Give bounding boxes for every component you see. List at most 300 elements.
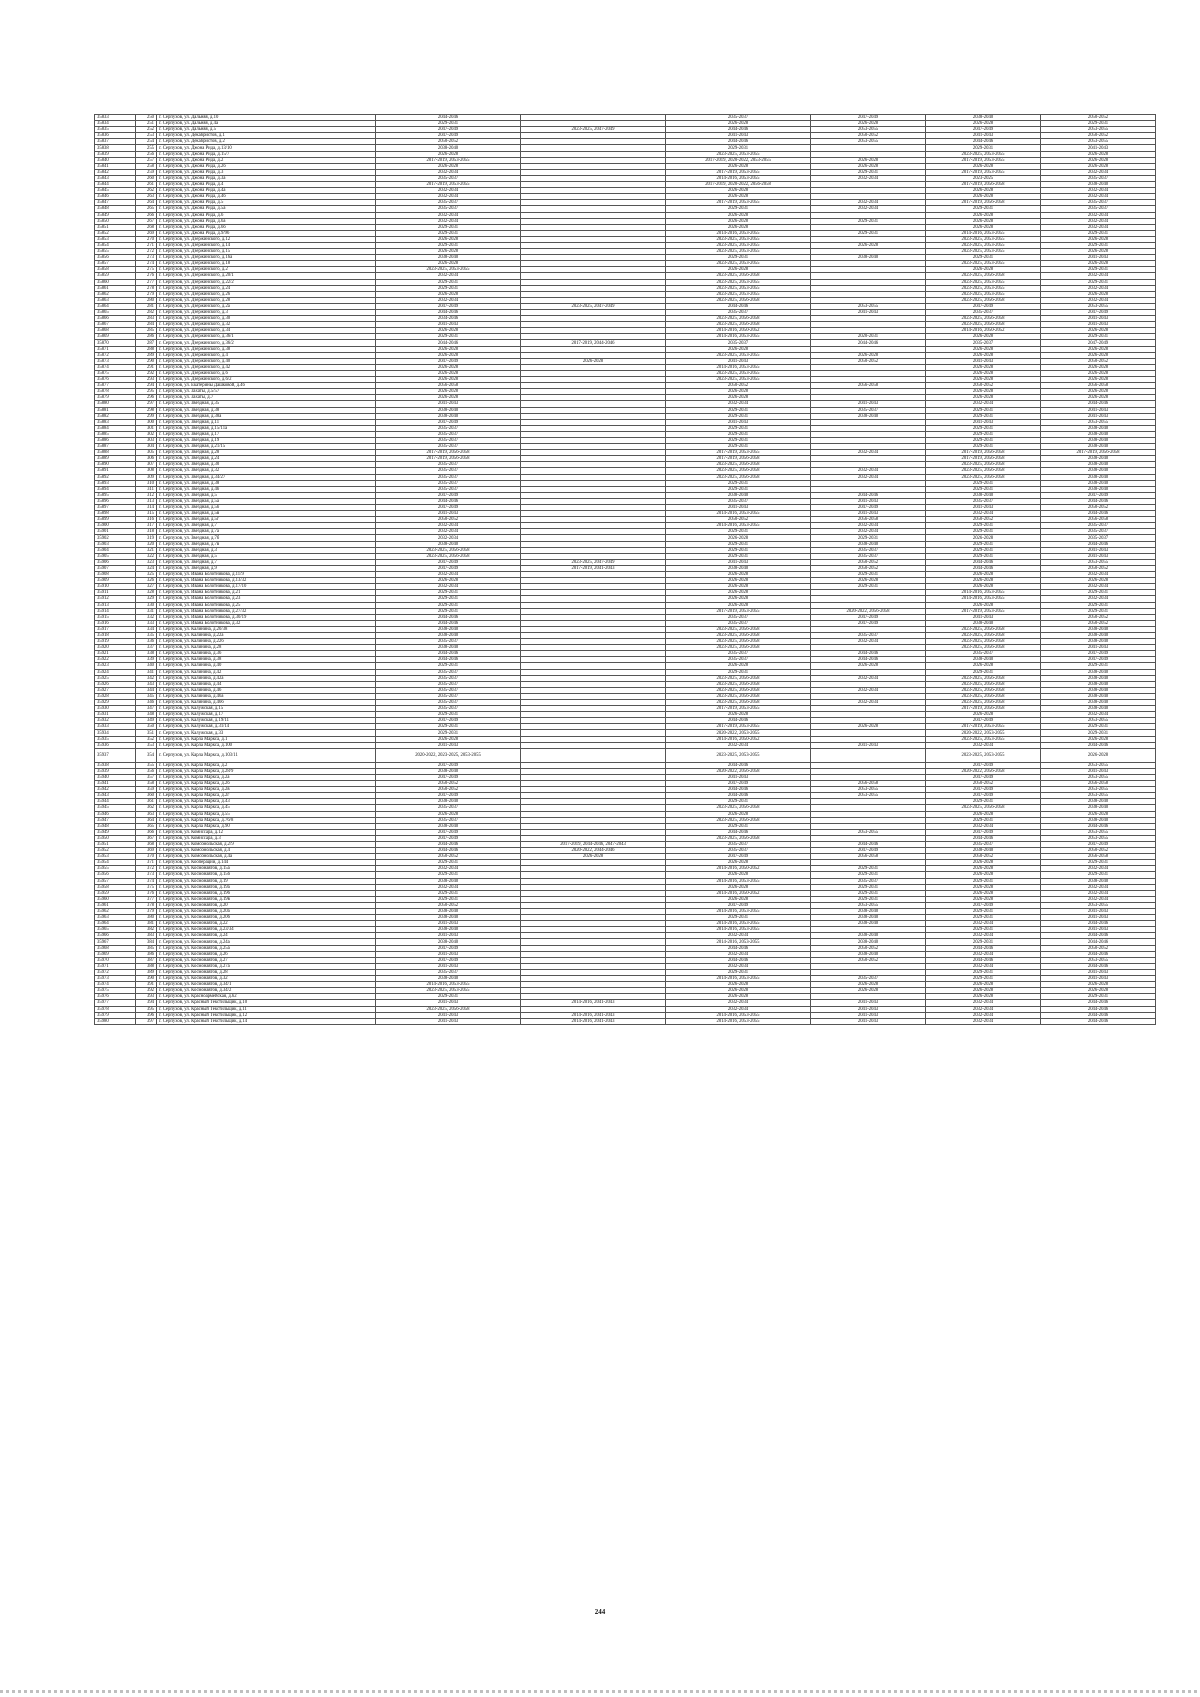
table-cell: 313 [136,498,157,504]
table-cell: 2026-2028 [666,988,811,994]
table-cell: г. Серпухов, ул. Космонавтов, д.27 [157,957,376,963]
table-cell: 2029-2031 [666,529,811,535]
table-cell: 2026-2028 [926,535,1041,541]
table-cell: 2035-2037 [811,547,926,553]
table-cell: г. Серпухов, ул. Калинина, д.42а [157,675,376,681]
table-cell: 35866 [95,316,136,322]
table-cell: 251 [136,121,157,127]
table-cell: 387 [136,957,157,963]
table-cell: 2020-2022, 2053-2055 [926,730,1041,736]
table-cell: 2023-2025, 2056-2058 [666,316,811,322]
table-cell: 2032-2034 [1041,712,1156,718]
table-cell: г. Серпухов, ул. Звездная, д.28 [157,450,376,456]
table-cell: 2014-2016, 2053-2055 [666,976,811,982]
table-cell: 287 [136,340,157,346]
table-cell: 344 [136,687,157,693]
table-cell: 2038-2040 [926,115,1041,121]
table-cell: 35953 [95,854,136,860]
table-cell: г. Серпухов, ул. Дзержинского, д.12 [157,236,376,242]
table-cell: 35867 [95,322,136,328]
table-cell: 2026-2028 [811,352,926,358]
table-cell: 301 [136,425,157,431]
table-cell: г. Серпухов, ул. Карла Маркса, д.103/11 [157,748,376,762]
table-cell: 2041-2043 [811,1000,926,1006]
table-cell: г. Серпухов, ул. Космонавтов, д.19а [157,884,376,890]
table-cell: г. Серпухов, ул. Космонавтов, д.196 [157,890,376,896]
table-cell: 2029-2031 [666,669,811,675]
table-cell: 2050-2052 [811,133,926,139]
table-cell: 2026-2028 [1041,389,1156,395]
table-cell: 2032-2034 [926,401,1041,407]
table-cell: 2023-2025, 2056-2058 [926,645,1041,651]
table-cell: 2044-2046 [376,651,521,657]
table-cell: 2017-2019, 2056-2058 [376,450,521,456]
table-cell: 2026-2028 [926,212,1041,218]
table-cell: 277 [136,279,157,285]
table-cell: 2044-2046 [376,614,521,620]
table-cell: 35951 [95,841,136,847]
table-cell: 2026-2028 [811,988,926,994]
table-cell: 2023-2025, 2056-2058 [926,675,1041,681]
table-cell: 35891 [95,468,136,474]
table-cell: 2047-2049 [376,957,521,963]
table-cell: 358 [136,781,157,787]
table-cell: 2029-2031 [926,255,1041,261]
table-cell: г. Серпухов, ул. Дзержинского, д.14 [157,242,376,248]
table-cell: 2026-2028 [666,121,811,127]
table-cell: 2023-2025, 2053-2055 [666,748,811,762]
table-cell: 2038-2040 [926,492,1041,498]
table-cell: 35870 [95,340,136,346]
table-cell: 2050-2052 [1041,565,1156,571]
table-cell: 2020-2022, 2044-2046 [521,848,666,854]
table-cell: г. Серпухов, ул. Звездная, д.32 [157,468,376,474]
table-cell: 2050-2052 [666,517,811,523]
table-cell: 2023-2025, 2056-2058 [666,639,811,645]
table-cell: 2029-2031 [1041,242,1156,248]
table-cell: 362 [136,805,157,811]
table-cell: 2026-2028 [376,328,521,334]
table-cell: 2047-2049 [811,848,926,854]
table-cell: 35977 [95,1000,136,1006]
table-cell: 2044-2046 [811,841,926,847]
table-cell: 2029-2031 [1041,872,1156,878]
table-cell: 35885 [95,431,136,437]
table-cell: 2026-2028 [926,994,1041,1000]
table-cell: 2026-2028 [376,352,521,358]
table-cell: 2041-2043 [1041,145,1156,151]
table-cell: 2035-2037 [1041,175,1156,181]
table-cell: 35835 [95,127,136,133]
table-cell: 250 [136,115,157,121]
table-cell: 2014-2016, 2050-2052 [666,890,811,896]
table-cell: 2029-2031 [376,896,521,902]
table-cell: 2032-2034 [376,572,521,578]
table-cell: 2032-2034 [811,675,926,681]
table-cell: 2032-2034 [666,933,811,939]
table-cell: 2026-2028 [926,267,1041,273]
table-cell: 2041-2043 [1041,645,1156,651]
table-row [95,748,1156,762]
table-cell: 2020-2022, 2023-2025, 2053-2055 [376,748,521,762]
table-cell: 360 [136,793,157,799]
table-cell: 290 [136,358,157,364]
table-cell: 2038-2040 [1041,444,1156,450]
table-cell: 320 [136,541,157,547]
table-cell: 2032-2034 [376,218,521,224]
table-cell: 2023-2025, 2056-2058 [376,547,521,553]
table-cell: 2038-2040 [1041,878,1156,884]
table-cell: 2017-2019, 2056-2058 [376,456,521,462]
table-cell: 2050-2052 [666,383,811,389]
table-cell: 283 [136,316,157,322]
table-cell: 2032-2034 [811,450,926,456]
table-cell: 35911 [95,590,136,596]
table-cell: 2044-2046 [1041,1006,1156,1012]
table-cell: 2041-2043 [926,358,1041,364]
table-cell: 2032-2034 [376,212,521,218]
table-cell: 2044-2046 [1041,401,1156,407]
table-cell: 2041-2043 [926,614,1041,620]
table-cell: 328 [136,590,157,596]
table-cell: 266 [136,212,157,218]
table-cell: 35978 [95,1006,136,1012]
table-cell: г. Серпухов, ул. Калужская, д.31/14 [157,724,376,730]
table-cell: 2014-2016, 2053-2055 [666,523,811,529]
table-cell: 2044-2046 [926,559,1041,565]
table-cell: 2023-2025, 2056-2058 [666,645,811,651]
table-cell: г. Серпухов, ул. Калужская, д.19/11 [157,718,376,724]
table-cell: 314 [136,505,157,511]
table-cell: 2029-2031 [1041,860,1156,866]
table-cell: 306 [136,456,157,462]
table-cell: г. Серпухов, ул. Карла Маркса, д.2г [157,793,376,799]
table-cell: 384 [136,939,157,945]
table-cell: 371 [136,860,157,866]
table-cell: 2026-2028 [376,249,521,255]
table-cell: 2047-2049 [1041,841,1156,847]
table-cell: 2053-2055 [811,902,926,908]
table-cell: 35834 [95,121,136,127]
table-cell: 2035-2037 [376,693,521,699]
table-cell: 2038-2040 [1041,669,1156,675]
table-cell: г. Серпухов, ул. Красный Текстильщик, д.14 [157,1018,376,1024]
table-cell: 2038-2040 [811,921,926,927]
table-cell: 2029-2031 [666,799,811,805]
table-cell: 2041-2043 [666,133,811,139]
table-cell: 357 [136,774,157,780]
table-cell: 2032-2034 [666,1006,811,1012]
table-cell: 2029-2031 [811,230,926,236]
table-cell: г. Серпухов, ул. Ивана Болотникова, д.32 [157,620,376,626]
table-cell: 2041-2043 [376,1000,521,1006]
table-cell: 2026-2028 [926,121,1041,127]
table-cell: 2026-2028 [926,884,1041,890]
table-cell: г. Серпухов, ул. Джона Рида, д.13/10 [157,145,376,151]
table-cell: 35864 [95,303,136,309]
table-cell: 2041-2043 [926,505,1041,511]
table-cell: 253 [136,133,157,139]
table-cell: г. Серпухов, ул. Космонавтов, д.25а [157,945,376,951]
table-cell: 2050-2052 [926,383,1041,389]
table-cell: 2047-2049 [1041,310,1156,316]
table-cell: 2056-2058 [1041,383,1156,389]
table-cell: 261 [136,182,157,188]
table-cell: 2026-2028 [926,188,1041,194]
table-cell: 2029-2031 [926,909,1041,915]
table-cell: г. Серпухов, ул. Дальняя, д.4а [157,121,376,127]
table-cell: 35964 [95,921,136,927]
table-cell: 2038-2040 [376,645,521,651]
table-cell: 2038-2040 [666,565,811,571]
table-cell: 2047-2049 [376,133,521,139]
table-cell [811,748,926,762]
table-cell: 35922 [95,657,136,663]
table-cell: 2044-2046 [376,115,521,121]
table-cell: 2014-2016, 2041-2043 [521,1000,666,1006]
table-cell: 35877 [95,383,136,389]
table-cell: 2038-2040 [376,823,521,829]
table-cell: 311 [136,486,157,492]
table-cell: 2047-2049 [811,614,926,620]
table-cell: г. Серпухов, ул. Ивана Болотникова, д.25 [157,602,376,608]
table-cell: г. Серпухов, ул. Звездная, д.5 [157,492,376,498]
table-cell: 2050-2052 [926,781,1041,787]
table-cell: 2029-2031 [1041,279,1156,285]
table-cell: 35905 [95,553,136,559]
table-cell: 35954 [95,860,136,866]
table-cell: 2023-2025, 2047-2049 [521,303,666,309]
table-cell: 297 [136,401,157,407]
table-cell: 2026-2028 [1041,748,1156,762]
table-cell: г. Серпухов, ул. Дзержинского, д.22/2 [157,279,376,285]
table-cell: 2038-2040 [1041,626,1156,632]
table-cell: 2023-2025, 2056-2058 [926,462,1041,468]
table-cell: 2020-2022, 2056-2058 [666,768,811,774]
table-cell: 2026-2028 [1041,988,1156,994]
table-cell: 385 [136,945,157,951]
table-cell: 2023-2025, 2047-2049 [521,559,666,565]
table-cell: 35946 [95,811,136,817]
table-cell: 2044-2046 [666,718,811,724]
table-cell: 2029-2031 [926,480,1041,486]
table-cell: 2044-2046 [811,340,926,346]
table-cell: 268 [136,224,157,230]
table-cell: 2023-2025, 2056-2058 [926,297,1041,303]
table-cell: 2041-2043 [666,559,811,565]
table-cell: 35945 [95,805,136,811]
table-cell: 35844 [95,182,136,188]
table-cell: 2038-2040 [1041,693,1156,699]
table-cell: 2023-2025, 2053-2055 [666,377,811,383]
table-cell: 2044-2046 [1041,511,1156,517]
table-cell: 2047-2049 [376,358,521,364]
table-cell: 355 [136,762,157,768]
table-cell: 317 [136,523,157,529]
table-cell: 35972 [95,969,136,975]
table-cell: 2032-2034 [926,951,1041,957]
table-cell: г. Серпухов, ул. Звездная, д.11 [157,419,376,425]
table-cell: 2029-2031 [1041,663,1156,669]
table-cell: 2053-2055 [1041,835,1156,841]
table-cell: г. Серпухов, ул. Звездная, д.38 [157,480,376,486]
table-cell: 382 [136,927,157,933]
table-cell: 2023-2025, 2056-2058 [926,681,1041,687]
table-cell: 2029-2031 [1041,230,1156,236]
table-cell: 2029-2031 [666,486,811,492]
table-cell: г. Серпухов, ул. Калинина, д.226 [157,639,376,645]
table-cell: 35839 [95,151,136,157]
table-cell: 2035-2037 [376,681,521,687]
table-cell: 35892 [95,474,136,480]
table-cell: 35868 [95,328,136,334]
table-cell: г. Серпухов, ул. Звездная, д.17 [157,431,376,437]
table-cell: 2032-2034 [376,529,521,535]
table-cell: 2023-2025, 2056-2058 [926,639,1041,645]
table-cell: 280 [136,297,157,303]
table-cell: 2035-2037 [811,878,926,884]
table-cell: 2026-2028 [926,364,1041,370]
table-cell: 2044-2046 [376,310,521,316]
table-cell: г. Серпухов, ул. Калинина, д.28 [157,645,376,651]
table-cell: 2044-2046 [666,957,811,963]
table-cell: 2053-2055 [811,127,926,133]
table-cell: г. Серпухов, ул. Джона Рида, д.2б [157,163,376,169]
table-cell: 2047-2049 [926,303,1041,309]
table-cell: 2029-2031 [376,712,521,718]
table-cell: г. Серпухов, ул. Калинина, д.44 [157,681,376,687]
table-cell: 2017-2019, 2020-2022, 2053-2055 [666,157,811,163]
table-cell: 2023-2025, 2056-2058 [666,632,811,638]
table-cell: г. Серпухов, ул. Карла Маркса, д.90 [157,823,376,829]
table-cell: 2044-2046 [666,139,811,145]
table-cell: г. Серпухов, ул. Звездная, д.7в [157,541,376,547]
table-cell: 383 [136,933,157,939]
table-cell: 2038-2040 [1041,431,1156,437]
table-cell: 2041-2043 [376,322,521,328]
table-cell: 2026-2028 [666,188,811,194]
table-cell: г. Серпухов, ул. Джона Рида, д.15/7 [157,151,376,157]
table-cell: 2038-2040 [376,632,521,638]
table-cell: 2026-2028 [1041,370,1156,376]
table-cell: 352 [136,736,157,742]
table-cell: 354 [136,748,157,762]
table-cell: г. Серпухов, ул. Джона Рида, д.9/96 [157,230,376,236]
table-cell: 349 [136,718,157,724]
table-cell: 2026-2028 [1041,377,1156,383]
table-cell: г. Серпухов, ул. Звездная, д.7 [157,523,376,529]
table-cell: 2023-2025, 2056-2058 [926,687,1041,693]
table-cell: 2017-2019, 2056-2058 [666,456,811,462]
table-cell: 35845 [95,188,136,194]
table-cell: 2032-2034 [926,511,1041,517]
table-cell: г. Серпухов, ул. Космонавтов, д.32 [157,976,376,982]
table-cell: 2041-2043 [376,742,521,748]
table-cell: 2023-2025, 2053-2055 [376,988,521,994]
table-cell: 2014-2016, 2050-2052 [666,866,811,872]
table-cell: 2038-2040 [376,939,521,945]
table-cell: 2047-2049 [926,793,1041,799]
table-cell: 2047-2049 [811,620,926,626]
table-cell: 2041-2043 [1041,915,1156,921]
table-cell: 2038-2040 [376,976,521,982]
table-cell: г. Серпухов, ул. Декабристов, д.1 [157,133,376,139]
table-cell: 2032-2034 [926,823,1041,829]
table-cell: 2047-2049 [376,718,521,724]
table-cell: 316 [136,517,157,523]
table-cell: 35896 [95,498,136,504]
table-cell: 2026-2028 [666,346,811,352]
table-cell: г. Серпухов, ул. Звездная, д.5 [157,553,376,559]
table-cell: 2023-2025, 2056-2058 [666,297,811,303]
table-cell: 35894 [95,486,136,492]
table-cell: 2035-2037 [811,976,926,982]
table-cell: 2044-2046 [811,651,926,657]
schedule-table [94,114,1156,1025]
table-cell: 2038-2040 [926,620,1041,626]
table-cell: 2038-2040 [811,939,926,945]
table-cell: 2026-2028 [666,212,811,218]
table-cell: 2038-2040 [376,927,521,933]
table-cell: 2026-2028 [666,578,811,584]
table-cell: 2032-2034 [1041,896,1156,902]
table-cell: 2023-2025, 2053-2055 [926,748,1041,762]
table-cell: г. Серпухов, ул. Звездная, д.34/27 [157,474,376,480]
table-cell: 2026-2028 [811,242,926,248]
table-cell: 273 [136,255,157,261]
table-cell: 2047-2049 [1041,657,1156,663]
table-cell: 2023-2025, 2056-2058 [926,316,1041,322]
table-cell: 2032-2034 [926,742,1041,748]
table-cell: г. Серпухов, ул. Ивана Болотникова, д.13/32 [157,578,376,584]
table-cell: 2032-2034 [1041,572,1156,578]
table-cell: 2029-2031 [1041,334,1156,340]
table-cell: 2032-2034 [376,523,521,529]
table-cell: 2041-2043 [1041,969,1156,975]
table-cell: 2050-2052 [376,854,521,860]
table-cell: 2014-2016, 2053-2055 [926,596,1041,602]
table-cell: г. Серпухов, ул. Звездная, д.7 [157,559,376,565]
table-cell: 2014-2016, 2053-2055 [666,921,811,927]
table-cell: 2029-2031 [926,553,1041,559]
table-cell: 2026-2028 [376,811,521,817]
table-cell: 386 [136,951,157,957]
table-cell: 257 [136,157,157,163]
table-cell: 267 [136,218,157,224]
table-cell: 2026-2028 [811,163,926,169]
table-cell: г. Серпухов, ул. Звездная, д.38 [157,407,376,413]
table-cell: 2029-2031 [666,407,811,413]
table-cell: 2032-2034 [1041,218,1156,224]
table-cell: 2041-2043 [666,358,811,364]
table-cell: 2023-2025, 2056-2058 [666,805,811,811]
table-cell: 35961 [95,902,136,908]
table-cell: 2041-2043 [376,963,521,969]
table-cell: г. Серпухов, ул. Дальняя, д.10 [157,115,376,121]
table-cell: 373 [136,872,157,878]
table-cell: г. Серпухов, ул. Ивана Болотникова, д.30/19 [157,614,376,620]
table-cell: г. Серпухов, ул. Джона Рида, д.3а [157,175,376,181]
table-cell: 2038-2040 [1041,468,1156,474]
table-cell: 2029-2031 [926,437,1041,443]
table-cell: 2032-2034 [811,474,926,480]
table-cell: 35879 [95,395,136,401]
table-cell: г. Серпухов, ул. Звездная, д.9 [157,565,376,571]
table-cell: 2029-2031 [926,145,1041,151]
table-cell: 2023-2025, 2056-2058 [926,805,1041,811]
table-cell: 2038-2040 [376,768,521,774]
table-cell: 35967 [95,939,136,945]
